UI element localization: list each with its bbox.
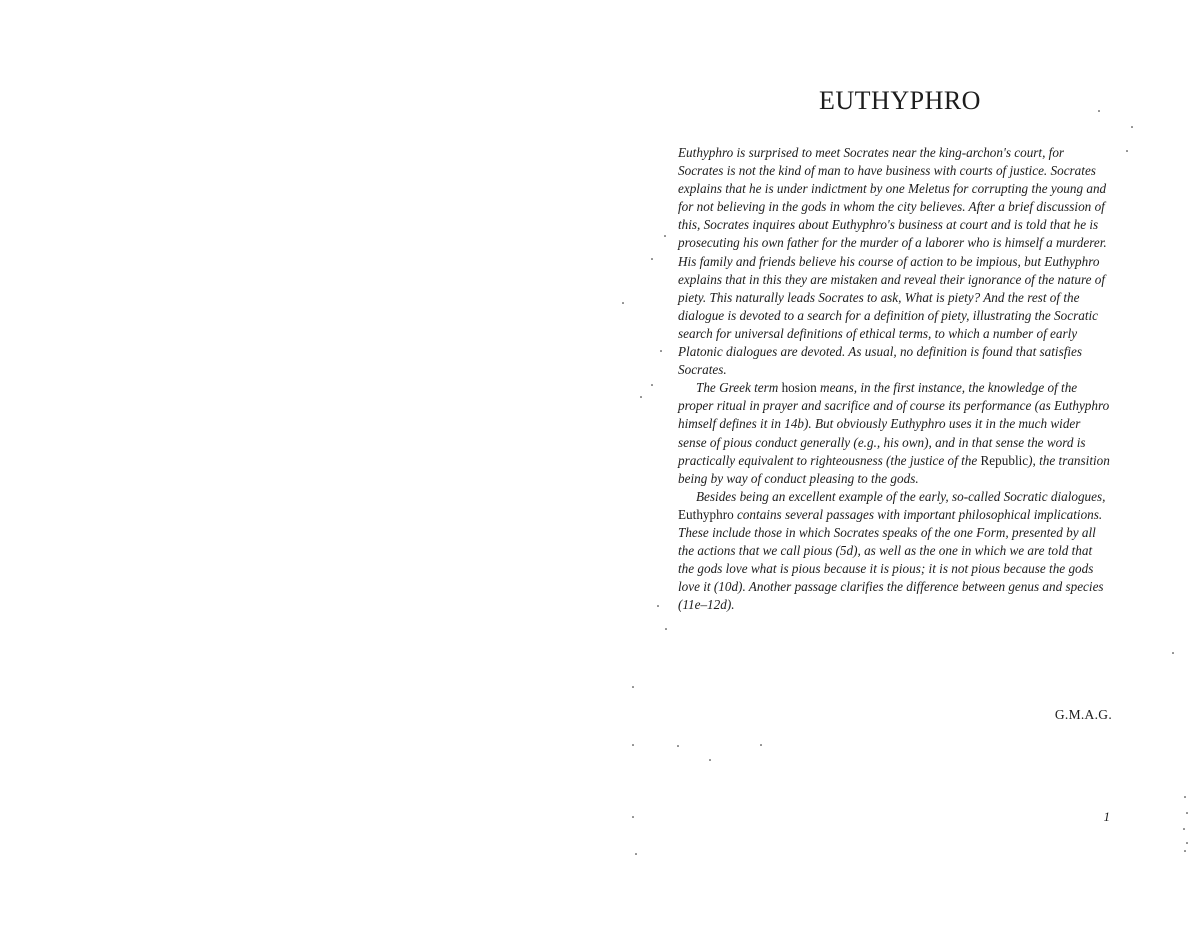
scan-speck	[709, 759, 711, 761]
scan-speck	[665, 628, 667, 630]
intro-paragraph-1: Euthyphro is surprised to meet Socrates near the king-archon's court, for Socrates is not the kind of man to have business with courts of justice. Socrates explains that he is under indictment by one Meletus for corrupting the young and for not believing in the gods in whom the city believes. After a brief discussion of this, Socrates inquires about Euthyphro's business at court and is told that he is prosecuting his own father for the murder of a laborer who is himself a murderer. His family and friends believe his course of action to be impious, but Euthyphro explains that in this they are mistaken and reveal their ignorance of the nature of piety. This naturally leads Socrates to ask, What is piety? And the rest of the dialogue is devoted to a search for a definition of piety, illustrating the Socratic search for universal definitions of ethical terms, to which a number of early Platonic dialogues are devoted. As usual, no definition is found that satisfies Socrates.	[678, 145, 1107, 378]
scan-speck	[677, 745, 679, 747]
page-number: 1	[1103, 809, 1110, 824]
scan-speck	[1126, 150, 1128, 152]
scan-speck	[632, 686, 634, 688]
scan-speck	[1098, 110, 1100, 112]
author-initials: G.M.A.G.	[1054, 707, 1112, 722]
intro-p3-text-b: contains several passages with important philosophical implications. These include those in which Socrates speaks of the one Form, presented by all the actions that we call pious (5d), as well as the one in which we are told that the gods love what is pious because it is pious; it is not pious because the gods love it (10d). Another passage clarifies the difference between genus and species (11e–12d).	[678, 506, 1104, 613]
scan-speck	[1184, 796, 1186, 798]
scan-speck	[632, 744, 634, 746]
scan-speck	[651, 384, 653, 386]
scan-speck	[1186, 812, 1188, 814]
republic-title: Republic	[980, 452, 1029, 468]
scan-speck	[664, 235, 666, 237]
intro-p3-text-a: Besides being an excellent example of the early, so-called Socratic dialogues,	[696, 488, 1106, 504]
intro-paragraph-3	[678, 488, 1110, 615]
scan-speck	[640, 396, 642, 398]
scan-speck	[660, 350, 662, 352]
scan-speck	[651, 258, 653, 260]
intro-p2-text-c: ), the transition being by way of conduct pleasing to the gods.	[678, 452, 1110, 486]
scan-speck	[1183, 828, 1185, 830]
scan-speck	[760, 744, 762, 746]
introduction-text	[678, 144, 1110, 614]
euthyphro-title: Euthyphro	[678, 506, 734, 522]
greek-term-hosion: hosion	[781, 380, 817, 396]
scan-speck	[1186, 842, 1188, 844]
scan-speck	[1184, 850, 1186, 852]
scan-speck	[1172, 652, 1174, 654]
page-title: EUTHYPHRO	[819, 86, 981, 115]
scan-speck	[632, 816, 634, 818]
scan-speck	[635, 853, 637, 855]
scan-speck	[1131, 126, 1133, 128]
scan-speck	[622, 302, 624, 304]
intro-paragraph-2	[678, 379, 1110, 488]
scan-speck	[657, 605, 659, 607]
intro-p2-text-b: means, in the first instance, the knowledge of the proper ritual in prayer and sacrifice and of course its performance (as Euthyphro himself defines it in 14b). But obviously Euthyphro uses it in the much wider sense of pious conduct generally (e.g., his own), and in that sense the word is practically equivalent to righteousness (the justice of the	[678, 380, 1110, 468]
intro-p2-text-a: The Greek term	[696, 380, 782, 396]
